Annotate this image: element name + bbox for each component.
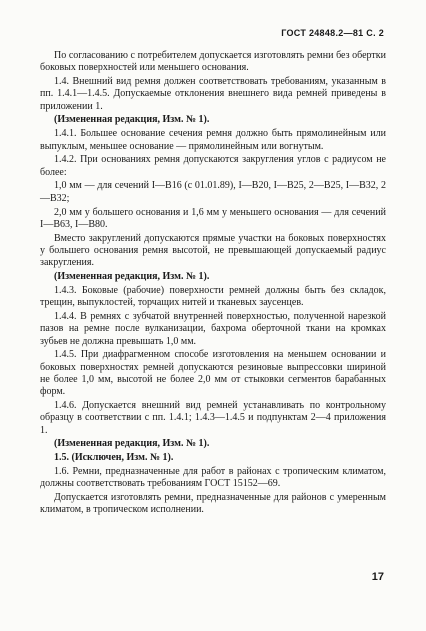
paragraph: Вместо закруглений допускаются прямые участки на боковых поверхностях у большего основания ремня высотой, не превышающей допускаемый радиус закругления. [40, 232, 386, 269]
paragraph: 1.4.3. Боковые (рабочие) поверхности ремней должны быть без складок, трещин, выпуклостей, торчащих нитей и тканевых заусенцев. [40, 284, 386, 309]
paragraph: 1.4.1. Большее основание сечения ремня должно быть прямолинейным или выпуклым, меньшее основание — прямолинейным или вогнутым. [40, 128, 386, 152]
amendment-note: 1.5. (Исключен, Изм. № 1). [54, 452, 174, 464]
amendment-note: (Измененная редакция, Изм. № 1). [54, 438, 210, 450]
paragraph: 1.4.6. Допускается внешний вид ремней устанавливать по контрольному образцу в соответствии с пп. 1.4.1; 1.4.3—1.4.5 и подпунктам 2—4 приложения 1. [40, 400, 386, 436]
paragraph: Допускается изготовлять ремни, предназначенные для районов с умеренным климатом, в тропическом исполнении. [40, 492, 386, 516]
amendment-note: (Измененная редакция, Изм. № 1). [54, 271, 210, 283]
amendment-note: (Измененная редакция, Изм. № 1). [54, 114, 210, 126]
paragraph: 2,0 мм у большего основания и 1,6 мм у меньшего основания — для сечений I—В63, I—В80. [40, 206, 386, 230]
paragraph: По согласованию с потребителем допускается изготовлять ремни без обертки боковых поверхностей или меньшего основания. [40, 50, 386, 74]
paragraph: 1.4.4. В ремнях с зубчатой внутренней поверхностью, полученной нарезкой пазов на ремне после вулканизации, бахрома оберточной ткани на кромках зубьев не должна превышать 1,0 мм. [40, 310, 386, 347]
paragraph: 1.4.5. При диафрагменном способе изготовления на меньшем основании и боковых поверхностях ремней допускаются резиновые выпрессовки шириной не более 1,0 мм, высотой не более 2,0 мм от стыковки сегментов барабанных форм. [40, 349, 386, 398]
paragraph: 1.4.2. При основаниях ремня допускаются закругления углов с радиусом не более: [40, 154, 386, 178]
page-header: ГОСТ 24848.2—81 С. 2 [281, 28, 384, 38]
paragraph: 1.4. Внешний вид ремня должен соответствовать требованиям, указанным в пп. 1.4.1—1.4.5. Допускаемые отклонения внешнего вида ремней приведены в приложении 1. [40, 76, 386, 112]
paragraph: 1,0 мм — для сечений I—В16 (с 01.01.89), I—В20, I—В25, 2—В25, I—В32, 2—В32; [40, 180, 386, 204]
page-number: 17 [371, 571, 384, 583]
paragraph: 1.6. Ремни, предназначенные для работ в районах с тропическим климатом, должны соответствовать требованиям ГОСТ 15152—69. [40, 466, 386, 490]
document-body [40, 50, 386, 518]
